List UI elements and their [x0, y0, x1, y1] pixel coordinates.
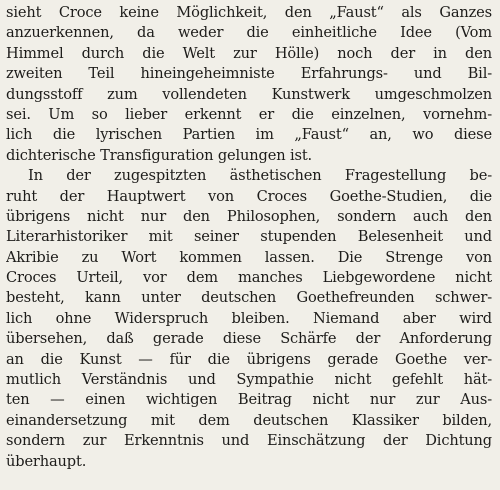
text-line: sondern zur Erkenntnis und Einschätzung der Dichtung	[6, 432, 492, 450]
text-line: überhaupt.	[6, 452, 87, 470]
text-line: übersehen, daß gerade diese Schärfe der Anforderung	[6, 330, 492, 348]
article-text	[6, 3, 492, 472]
text-line: mutlich Verständnis und Sympathie nicht gefehlt hät-	[6, 371, 492, 389]
text-line: übrigens nicht nur den Philosophen, sondern auch den	[6, 207, 492, 225]
text-line: zweiten Teil hineingeheimniste Erfahrungs- und Bil-	[6, 65, 492, 83]
text-line: besteht, kann unter deutschen Goethefreunden schwer-	[6, 289, 492, 307]
text-line: an die Kunst — für die übrigens gerade Goethe ver-	[6, 350, 492, 368]
text-line: dichterische Transfiguration gelungen ist.	[6, 146, 313, 164]
text-line: Croces Urteil, vor dem manches Liebgewordene nicht	[6, 269, 492, 287]
text-line: dungsstoff zum vollendeten Kunstwerk umgeschmolzen	[6, 85, 492, 103]
text-line: sei. Um so lieber erkennt er die einzelnen, vornehm-	[6, 105, 492, 123]
text-line: einandersetzung mit dem deutschen Klassiker bilden,	[6, 411, 492, 429]
text-line: Himmel durch die Welt zur Hölle) noch der in den	[6, 44, 492, 62]
text-line: Akribie zu Wort kommen lassen. Die Strenge von	[6, 248, 492, 266]
text-line: lich die lyrischen Partien im „Faust“ an, wo diese	[6, 126, 492, 144]
text-line: In der zugespitzten ästhetischen Fragestellung be-	[28, 167, 492, 185]
text-line: Literarhistoriker mit seiner stupenden Belesenheit und	[6, 228, 492, 246]
text-line: ruht der Hauptwert von Croces Goethe-Studien, die	[6, 187, 492, 205]
text-line: sieht Croce keine Möglichkeit, den „Faust“ als Ganzes	[6, 4, 492, 21]
text-line: lich ohne Widerspruch bleiben. Niemand aber wird	[6, 309, 492, 327]
text-line: anzuerkennen, da weder die einheitliche Idee (Vom	[6, 24, 492, 42]
text-line: ten — einen wichtigen Beitrag nicht nur zur Aus-	[6, 391, 492, 409]
